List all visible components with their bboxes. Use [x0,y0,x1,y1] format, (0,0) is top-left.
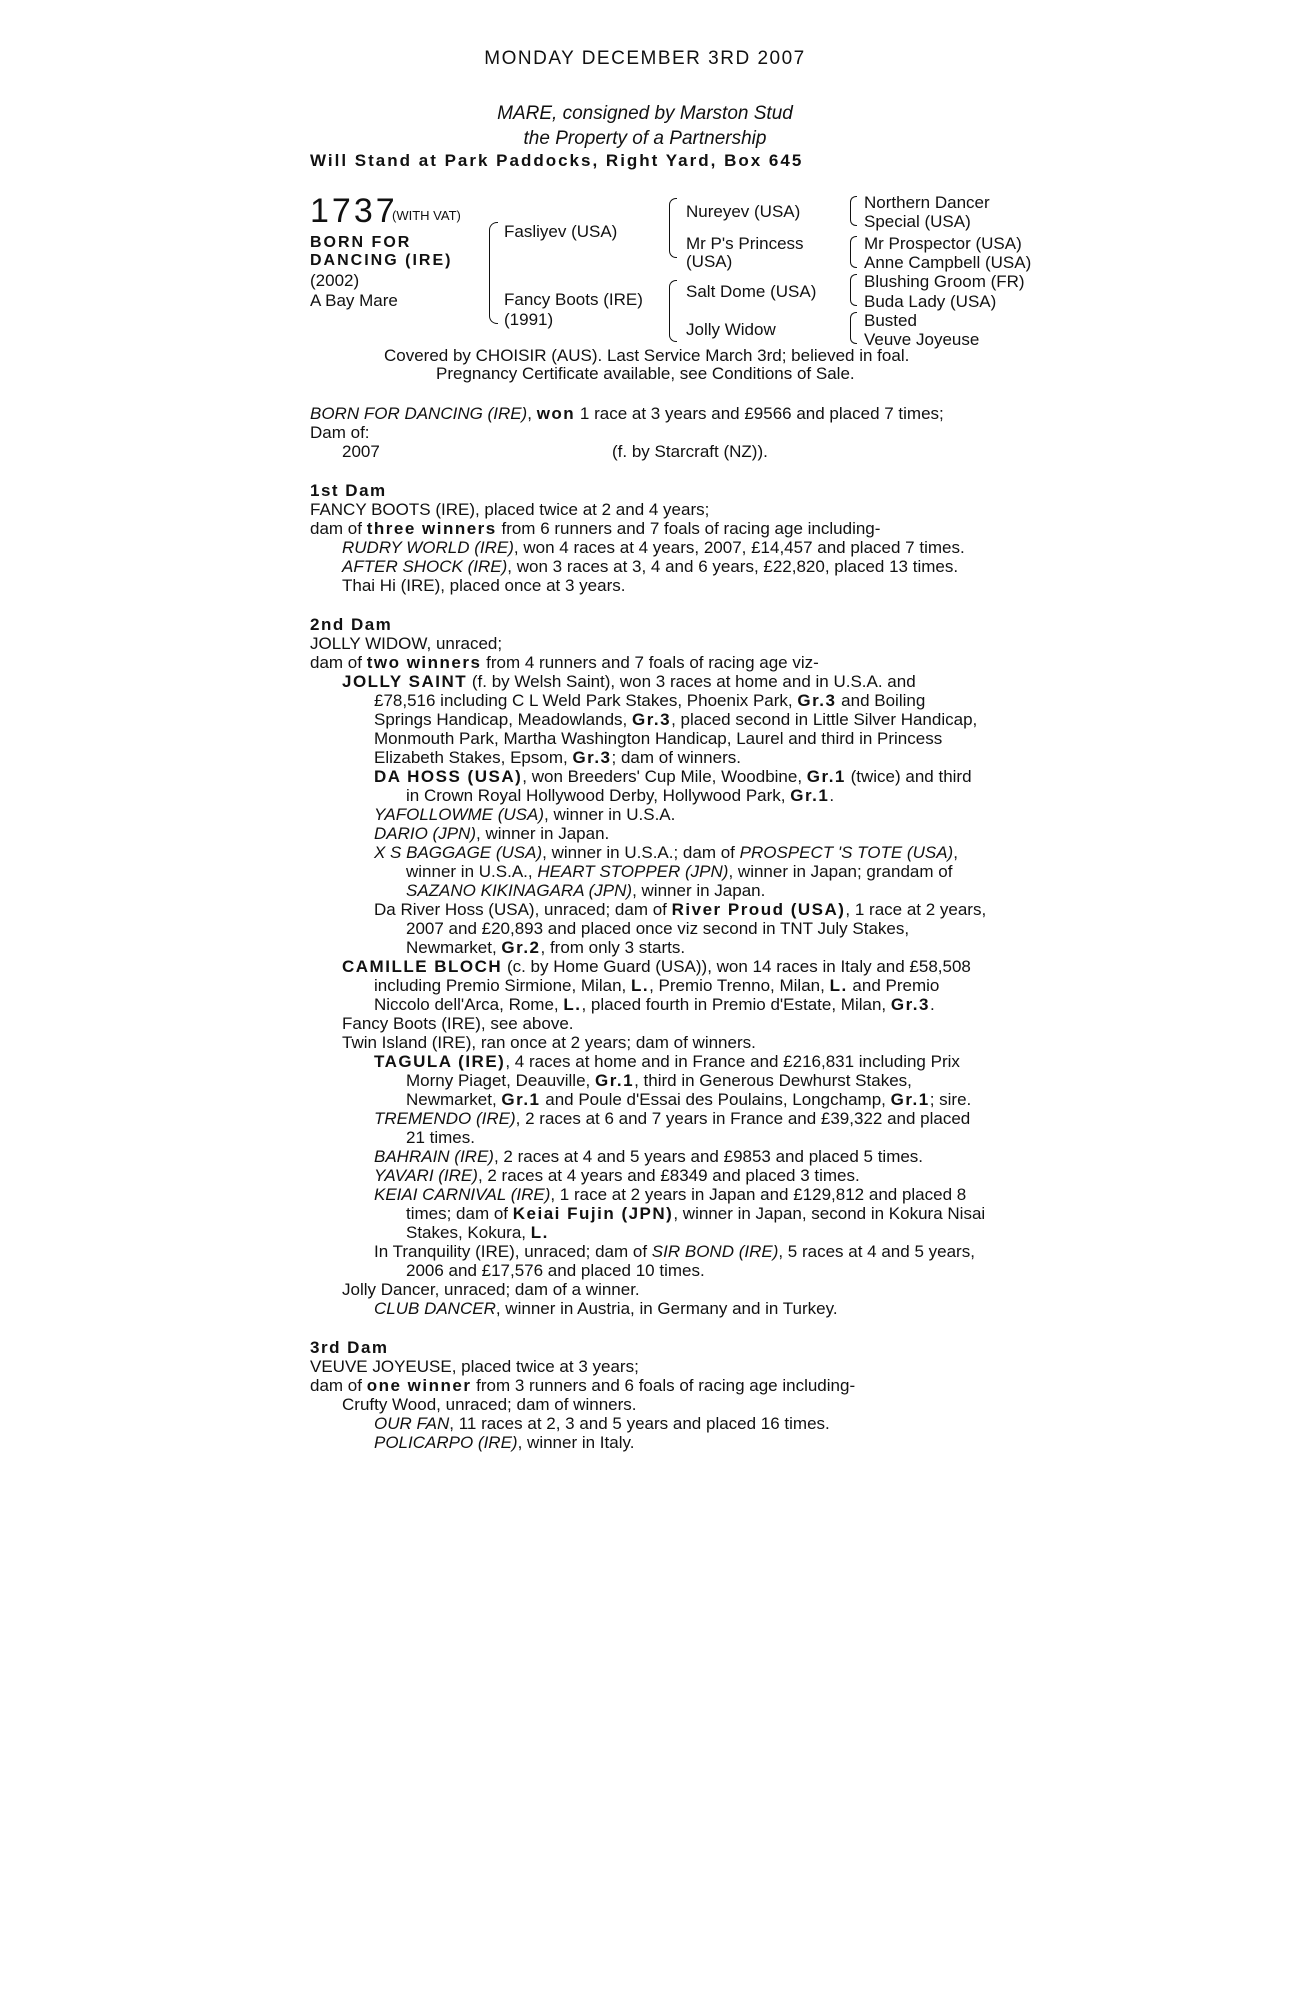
dario-line: DARIO (JPN), winner in Japan. [374,824,610,843]
yavari-line: YAVARI (IRE), 2 races at 4 years and £8349 and placed 3 times. [374,1166,860,1185]
keiai-carnival-line3: Stakes, Kokura, L. [406,1223,549,1242]
brace-g3 [850,274,857,306]
jolly-dancer-line: Jolly Dancer, unraced; dam of a winner. [342,1280,640,1299]
intro-foal-year: 2007 [342,442,380,461]
tremendo-line2: 21 times. [406,1128,475,1147]
lot-number: 1737 [310,192,398,230]
brace-g1 [850,196,857,226]
first-dam-aftershock: AFTER SHOCK (IRE), won 3 races at 3, 4 and 6 years, £22,820, placed 13 times. [342,557,959,576]
sale-date: MONDAY DECEMBER 3RD 2007 [484,48,806,69]
covered-line1: Covered by CHOISIR (AUS). Last Service March 3rd; believed in foal. [384,346,910,365]
location-line: Will Stand at Park Paddocks, Right Yard, Box 645 [310,151,804,170]
dam-year: (1991) [504,310,554,329]
camille-bloch-line2: including Premio Sirmione, Milan, L., Premio Trenno, Milan, L. and Premio [374,976,940,995]
sire-sire: Nureyev (USA) [686,202,801,221]
ped-dsd: Buda Lady (USA) [864,292,997,311]
da-river-hoss-line1: Da River Hoss (USA), unraced; dam of River Proud (USA), 1 race at 2 years, [374,900,987,919]
dam-name: Fancy Boots (IRE) [504,290,643,309]
intro-dam-of: Dam of: [310,423,370,442]
xs-baggage-line1: X S BAGGAGE (USA), winner in U.S.A.; dam of PROSPECT 'S TOTE (USA), [374,843,958,862]
intro-line: BORN FOR DANCING (IRE), won 1 race at 3 years and £9566 and placed 7 times; [310,404,944,423]
intro-foal-desc: (f. by Starcraft (NZ)). [612,442,768,461]
first-dam-thaihi: Thai Hi (IRE), placed once at 3 years. [342,576,626,595]
sire-dam-line1: Mr P's Princess [686,234,804,253]
first-dam-line2: dam of three winners from 6 runners and 7 foals of racing age including- [310,519,881,538]
brace-sire-dam [489,222,498,324]
horse-description: A Bay Mare [310,291,398,310]
first-dam-heading: 1st Dam [310,481,387,500]
da-hoss-line2: in Crown Royal Hollywood Derby, Hollywood Park, Gr.1. [406,786,835,805]
tagula-line1: TAGULA (IRE), 4 races at home and in France and £216,831 including Prix [374,1052,960,1071]
second-dam-line2: dam of two winners from 4 runners and 7 foals of racing age viz- [310,653,819,672]
ped-dss: Blushing Groom (FR) [864,272,1025,291]
second-dam-line1: JOLLY WIDOW, unraced; [310,634,503,653]
jolly-saint-line1: JOLLY SAINT (f. by Welsh Saint), won 3 races at home and in U.S.A. and [342,672,916,691]
da-river-hoss-line2: 2007 and £20,893 and placed once viz second in TNT July Stakes, [406,919,910,938]
in-tranquility-line1: In Tranquility (IRE), unraced; dam of SIR BOND (IRE), 5 races at 4 and 5 years, [374,1242,975,1261]
brace-g2 [850,236,857,268]
property-line: the Property of a Partnership [523,128,767,149]
our-fan-line: OUR FAN, 11 races at 2, 3 and 5 years and placed 16 times. [374,1414,830,1433]
ped-ssd: Special (USA) [864,212,971,231]
camille-bloch-line1: CAMILLE BLOCH (c. by Home Guard (USA)), won 14 races in Italy and £58,508 [342,957,971,976]
ped-sdd: Anne Campbell (USA) [864,253,1032,272]
third-dam-line1: VEUVE JOYEUSE, placed twice at 3 years; [310,1357,639,1376]
sire-dam-line2: (USA) [686,252,733,271]
club-dancer-line: CLUB DANCER, winner in Austria, in Germany and in Turkey. [374,1299,838,1318]
crufty-wood-line: Crufty Wood, unraced; dam of winners. [342,1395,637,1414]
dam-dam: Jolly Widow [686,320,776,339]
keiai-carnival-line1: KEIAI CARNIVAL (IRE), 1 race at 2 years in Japan and £129,812 and placed 8 [374,1185,967,1204]
horse-name-line2: DANCING (IRE) [310,252,453,269]
yafollowme-line: YAFOLLOWME (USA), winner in U.S.A. [374,805,676,824]
vat-note: (WITH VAT) [392,208,461,223]
xs-baggage-line2: winner in U.S.A., HEART STOPPER (JPN), winner in Japan; grandam of [406,862,953,881]
twin-island-line: Twin Island (IRE), ran once at 2 years; dam of winners. [342,1033,756,1052]
camille-bloch-line3: Niccolo dell'Arca, Rome, L., placed fourth in Premio d'Estate, Milan, Gr.3. [374,995,935,1014]
foaling-year: (2002) [310,271,360,290]
tagula-line2: Morny Piaget, Deauville, Gr.1, third in Generous Dewhurst Stakes, [406,1071,912,1090]
intro-won: won [536,404,576,423]
brace-sire-line [669,198,677,258]
bahrain-line: BAHRAIN (IRE), 2 races at 4 and 5 years and £9853 and placed 5 times. [374,1147,924,1166]
dam-sire: Salt Dome (USA) [686,282,817,301]
third-dam-heading: 3rd Dam [310,1338,389,1357]
ped-sds: Mr Prospector (USA) [864,234,1022,253]
jolly-saint-line5: Elizabeth Stakes, Epsom, Gr.3; dam of winners. [374,748,741,767]
ped-sss: Northern Dancer [864,193,990,212]
horse-name-line1: BORN FOR [310,234,412,251]
first-dam-rudry: RUDRY WORLD (IRE), won 4 races at 4 years, 2007, £14,457 and placed 7 times. [342,538,965,557]
third-dam-line2: dam of one winner from 3 runners and 6 foals of racing age including- [310,1376,856,1395]
consignor-line: MARE, consigned by Marston Stud [497,103,793,124]
tremendo-line1: TREMENDO (IRE), 2 races at 6 and 7 years in France and £39,322 and placed [374,1109,971,1128]
in-tranquility-line2: 2006 and £17,576 and placed 10 times. [406,1261,705,1280]
covered-line2: Pregnancy Certificate available, see Conditions of Sale. [436,364,855,383]
intro-rest: 1 race at 3 years and £9566 and placed 7 times; [575,404,944,423]
first-dam-line1: FANCY BOOTS (IRE), placed twice at 2 and 4 years; [310,500,710,519]
brace-g4 [850,312,857,344]
brace-dam-line [669,280,677,342]
ped-dds: Busted [864,311,917,330]
xs-baggage-line3: SAZANO KIKINAGARA (JPN), winner in Japan. [406,881,766,900]
da-hoss-line1: DA HOSS (USA), won Breeders' Cup Mile, Woodbine, Gr.1 (twice) and third [374,767,972,786]
tagula-line3: Newmarket, Gr.1 and Poule d'Essai des Poulains, Longchamp, Gr.1; sire. [406,1090,972,1109]
da-river-hoss-line3: Newmarket, Gr.2, from only 3 starts. [406,938,686,957]
fancy-boots-line: Fancy Boots (IRE), see above. [342,1014,574,1033]
ped-ddd: Veuve Joyeuse [864,330,980,349]
jolly-saint-line3: Springs Handicap, Meadowlands, Gr.3, placed second in Little Silver Handicap, [374,710,978,729]
sire-name: Fasliyev (USA) [504,222,618,241]
jolly-saint-line2: £78,516 including C L Weld Park Stakes, Phoenix Park, Gr.3 and Boiling [374,691,926,710]
keiai-carnival-line2: times; dam of Keiai Fujin (JPN), winner in Japan, second in Kokura Nisai [406,1204,986,1223]
second-dam-heading: 2nd Dam [310,615,393,634]
policarpo-line: POLICARPO (IRE), winner in Italy. [374,1433,635,1452]
intro-horse-name: BORN FOR DANCING (IRE) [310,404,528,423]
jolly-saint-line4: Monmouth Park, Martha Washington Handicap, Laurel and third in Princess [374,729,943,748]
